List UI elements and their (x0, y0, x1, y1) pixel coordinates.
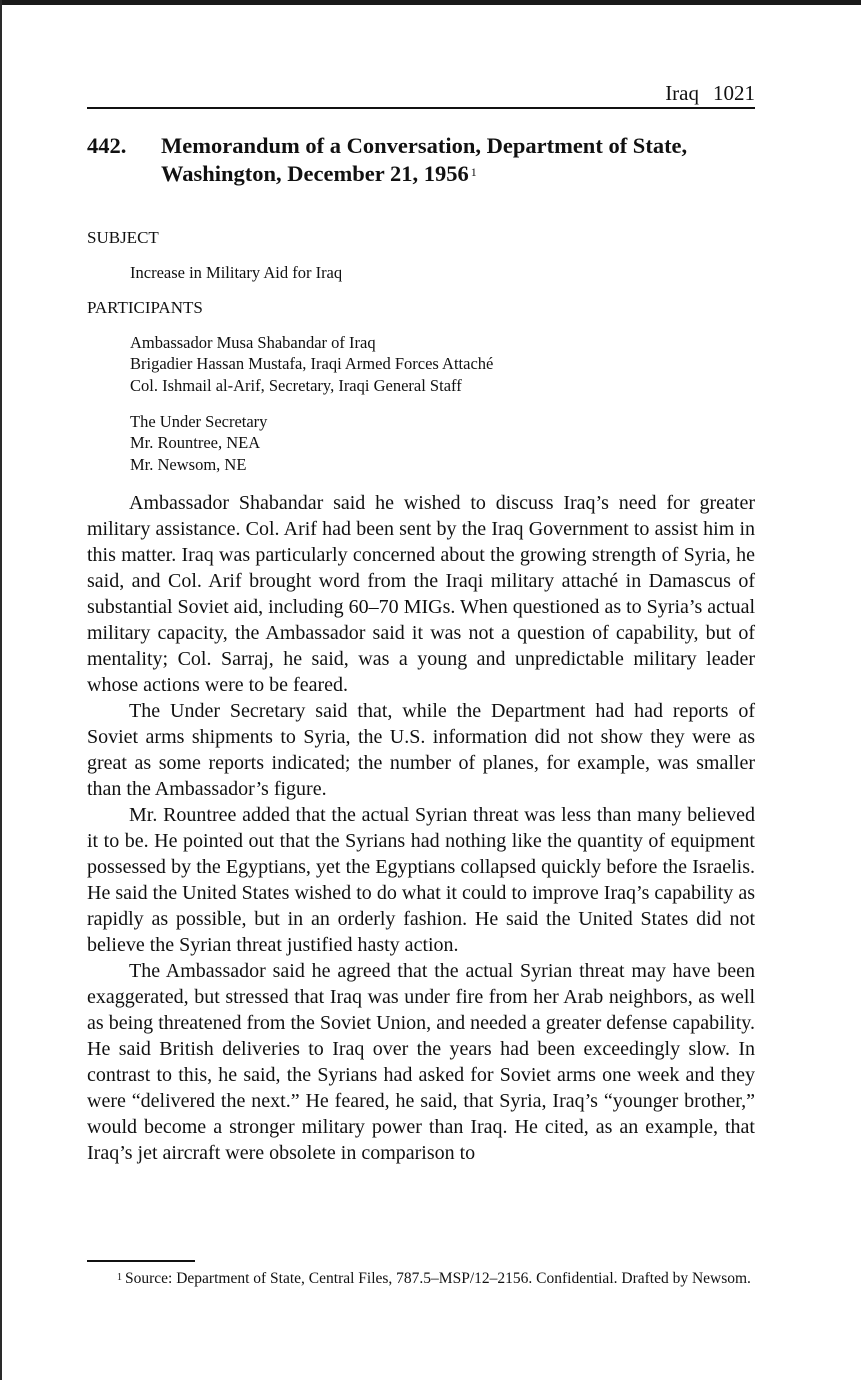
body-paragraph: The Under Secretary said that, while the Department had had reports of Soviet arms shipments to Syria, the U.S. information did not show they were as great as some reports indicated; the number of planes, for example, was smaller than the Ambassador’s figure. (87, 700, 755, 800)
document-title-block (161, 132, 761, 188)
body-paragraph: Mr. Rountree added that the actual Syrian threat was less than many believed it to be. He pointed out that the Syrians had nothing like the quantity of equipment possessed by the Egyptians, yet the Egyptians collapsed quickly before the Israelis. He said the United States wished to do what it could to improve Iraq’s capability as rapidly as possible, but in an orderly fashion. He said the United States did not believe the Syrian threat justified hasty action. (87, 804, 755, 956)
participants-label: PARTICIPANTS (87, 298, 203, 317)
scan-left-edge (0, 0, 2, 1380)
memo-body (87, 490, 755, 1166)
footnote (87, 1268, 755, 1289)
footnote-reference: 1 (470, 165, 477, 179)
participant: Brigadier Hassan Mustafa, Iraqi Armed Forces Attaché (130, 354, 494, 373)
running-head (87, 80, 755, 109)
body-paragraph: Ambassador Shabandar said he wished to discuss Iraq’s need for greater military assistance. Col. Arif had been sent by the Iraq Government to assist him in this matter. Iraq was particularly concerned about the growing strength of Syria, he said, and Col. Arif brought word from the Iraqi military attaché in Damascus of substantial Soviet aid, including 60–70 MIGs. When questioned as to Syria’s actual military capacity, the Ambassador said it was not a question of capability, but of mentality; Col. Sarraj, he said, was a young and unpredictable military leader whose actions were to be feared. (87, 492, 755, 696)
footnote-rule (87, 1260, 195, 1262)
participant: The Under Secretary (130, 412, 268, 431)
body-paragraph: The Ambassador said he agreed that the actual Syrian threat may have been exaggerated, but stressed that Iraq was under fire from her Arab neighbors, as well as being threatened from the Soviet Union, and needed a greater defense capability. He said British deliveries to Iraq over the years had been exceedingly slow. In contrast to this, he said, the Syrians had asked for Soviet arms one week and they were “delivered the next.” He feared, he said, that Syria, Iraq’s “younger brother,” would become a stronger military power than Iraq. He cited, as an example, that Iraq’s jet aircraft were obsolete in comparison to (87, 960, 755, 1164)
footnote-marker: 1 (117, 1272, 122, 1283)
document-title: Memorandum of a Conversation, Department of State, Washington, December 21, 1956 (161, 133, 688, 186)
document-number: 442. (87, 133, 127, 158)
running-head-section: Iraq (665, 81, 699, 105)
participant: Col. Ishmail al-Arif, Secretary, Iraqi General Staff (130, 376, 462, 395)
page-number: 1021 (713, 81, 755, 105)
participant: Mr. Newsom, NE (130, 455, 247, 474)
scan-top-edge (0, 0, 861, 5)
participant: Mr. Rountree, NEA (130, 433, 261, 452)
footnote-text: Source: Department of State, Central Files, 787.5–MSP/12–2156. Confidential. Drafted by Newsom. (125, 1270, 751, 1287)
subject-label: SUBJECT (87, 228, 159, 247)
subject-text: Increase in Military Aid for Iraq (130, 263, 343, 282)
participant: Ambassador Musa Shabandar of Iraq (130, 333, 376, 352)
